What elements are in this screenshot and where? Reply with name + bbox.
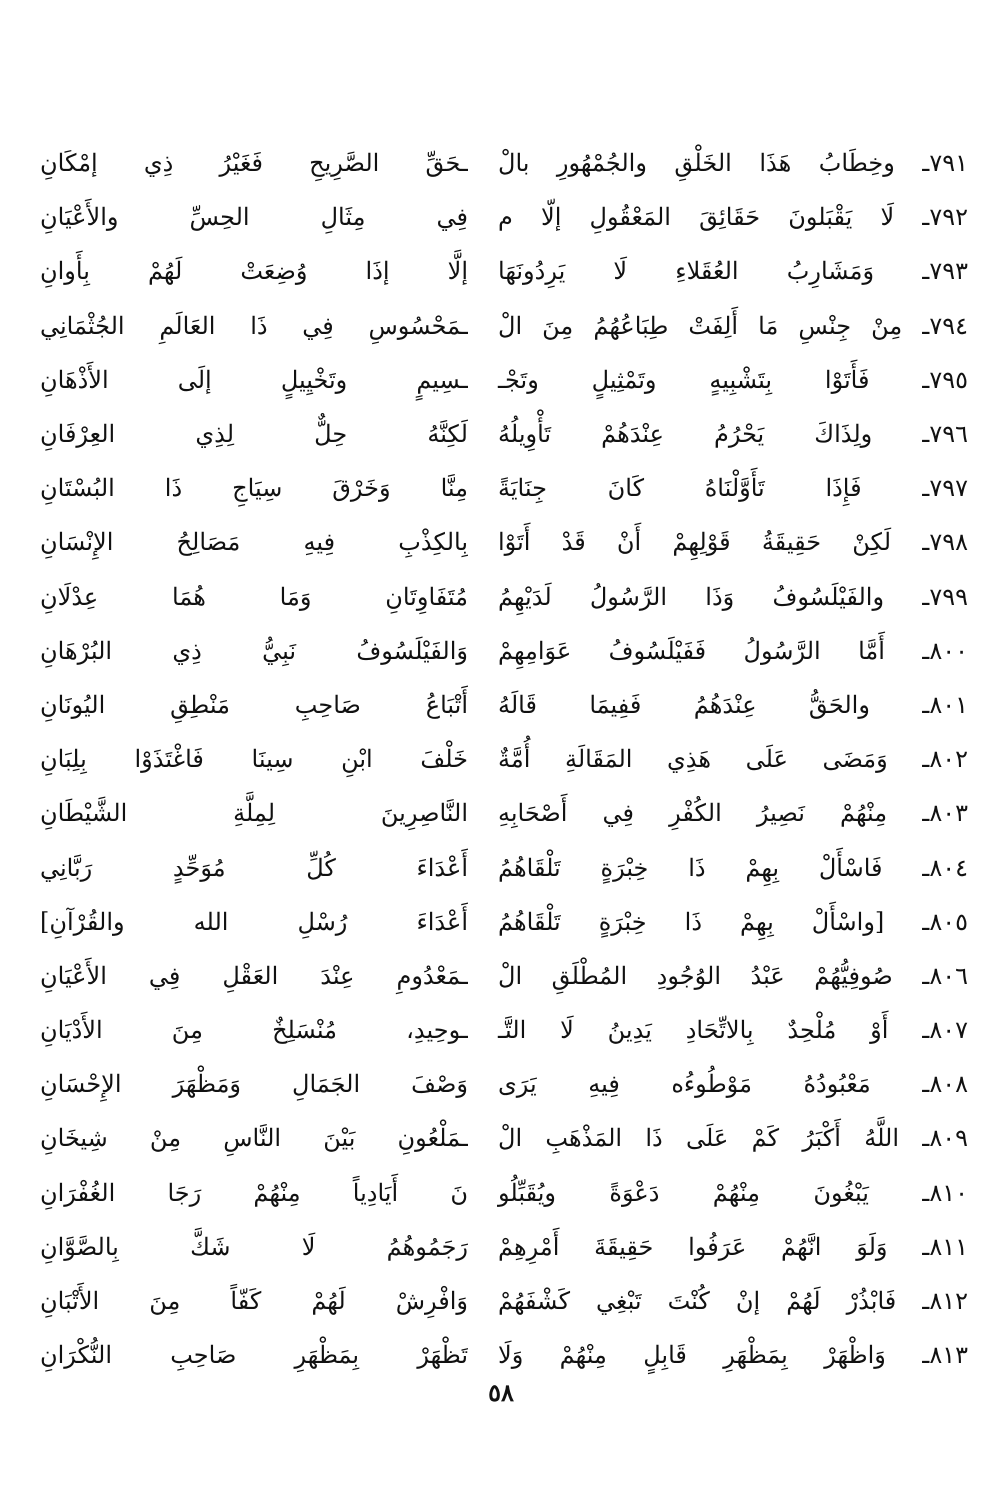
verse-second-hemistich: ـحَقِّ الصَّرِيحِ فَغَيْرُ ذِي إمْكَانِ [40,149,468,178]
verse-second-hemistich: ـمَعْدُومِ عِنْدَ العَقْلِ فِي الأَعْيَانِ [40,961,468,990]
verse-second-hemistich: رَجَمُوهُمُ لَا شَكَّ بِالصَّوَّانِ [40,1232,468,1261]
verse-second-hemistich: خَلْفَ ابْنِ سِينَا فَاغْتَذَوْا بِلِبَانِ [40,745,468,774]
verse-second-hemistich: وَافْرِشْ لَهُمْ كَفّاً مِنَ الأَتْبَانِ [40,1287,468,1316]
verse-first-hemistich: ٨١٢ـ فَابْذُرْ لَهُمْ إنْ كُنْتَ تَبْغِي كَشْفَهُمْ [498,1287,968,1316]
verse-first-hemistich: ٧٩٦ـ ولِذَاكَ يَحْرُمُ عِنْدَهُمْ تَأْوِيلُهُ [498,420,968,449]
verse-second-hemistich: إلَّا إذَا وُضِعَتْ لَهُمْ بِأَوانِ [40,257,468,286]
verse-first-hemistich: ٨٠٥ـ [واسْأَلْ بِهِمْ ذَا خِبْرَةٍ تَلْقَاهُمُ [498,907,968,936]
verse-line [40,895,968,949]
verse-line [40,1111,968,1165]
verse-first-hemistich: ٨١٣ـ وَاظْهَرْ بِمَظْهَرِ قَابِلٍ مِنْهُمْ وَلَا [498,1341,968,1370]
verse-first-hemistich: ٨٠٨ـ مَعْبُودُهُ مَوْطُوءُه فِيهِ يَرَى [498,1070,968,1099]
verse-first-hemistich: ٨٠٢ـ وَمَضَى عَلَى هَذِي المَقَالَةِ أُمَّةٌ [498,745,968,774]
verse-line [40,624,968,678]
verse-first-hemistich: ٨١١ـ وَلَوَ انَّهُمْ عَرَفُوا حَقِيقَةَ أَمْرِهِمْ [498,1232,968,1261]
verse-first-hemistich: ٧٩٣ـ وَمَشَارِبُ العُقَلاءِ لَا يَرِدُونَهَا [498,257,968,286]
verse-first-hemistich: ٨٠١ـ والحَقُّ عِنْدَهُمُ فَفِيمَا قَالَهُ [498,690,968,719]
verse-second-hemistich: تَظْهَرْ بِمَظْهَرِ صَاحِبِ النُّكْرَانِ [40,1341,468,1370]
verse-second-hemistich: ـسِيمٍ وتَخْيِيلٍ إلَى الأَذْهَانِ [40,365,468,394]
verse-line [40,949,968,1003]
verse-second-hemistich: ـمَحْسُوسِ فِي ذَا العَالَمِ الجُثْمَانِي [40,311,468,340]
verse-second-hemistich: لَكِنَّهُ حِلٌّ لِذِي العِرْفَانِ [40,420,468,449]
verse-first-hemistich: ٨٠٣ـ مِنْهُمْ نَصِيرُ الكُفْرِ فِي أَصْحَابِهِ [498,799,968,828]
verse-second-hemistich: ـوحِيدِ، مُنْسَلِخٌ مِنَ الأَدْيَانِ [40,1016,468,1045]
verse-first-hemistich: ٨٠٦ـ صُوفِيُّهُمْ عَبْدُ الوُجُودِ المُطْلَقِ الْ [498,961,968,990]
verse-second-hemistich: أَتْبَاعُ صَاحِبِ مَنْطِقِ اليُونَانِ [40,690,468,719]
verse-first-hemistich: ٨١٠ـ يَبْغُونَ مِنْهُمْ دَعْوَةً ويُقَبِّلُو [498,1178,968,1207]
verse-line [40,515,968,569]
verse-first-hemistich: ٧٩١ـ وخِطَابُ هَذَا الخَلْقِ والجُمْهُورِ بالْ [498,149,968,178]
verse-line [40,678,968,732]
poem-verses [40,136,968,1382]
verse-second-hemistich: بِالكِذْبِ فِيهِ مَصَالِحُ الإِنْسَانِ [40,528,468,557]
verse-line [40,732,968,786]
verse-line [40,353,968,407]
verse-second-hemistich: وَالفَيْلَسُوفُ نَبِيُّ ذِي البُرْهَانِ [40,636,468,665]
verse-line [40,1057,968,1111]
verse-first-hemistich: ٧٩٤ـ مِنْ جِنْسِ مَا أَلِفَتْ طِبَاعُهُمُ مِنَ الْ [498,311,968,340]
verse-second-hemistich: فِي مِثَالِ الحِسِّ والأَعْيَانِ [40,203,468,232]
verse-first-hemistich: ٧٩٧ـ فَإِذَا تَأَوَّلْنَاهُ كَانَ جِنَايَةً [498,474,968,503]
verse-first-hemistich: ٧٩٨ـ لَكِنْ حَقِيقَةُ قَوْلِهِمْ أَنْ قَدْ أَتَوْا [498,528,968,557]
verse-line [40,190,968,244]
verse-second-hemistich: أَعْدَاءَ كُلِّ مُوَحِّدٍ رَبَّانِي [40,853,468,882]
verse-line [40,461,968,515]
page-number: ٥٨ [488,1378,514,1407]
verse-first-hemistich: ٨٠٠ـ أَمَّا الرَّسُولُ فَفَيْلَسُوفُ عَوَامِهِمْ [498,636,968,665]
verse-line [40,840,968,894]
verse-line [40,299,968,353]
verse-first-hemistich: ٧٩٩ـ والفَيْلَسُوفُ وَذَا الرَّسُولُ لَدَيْهِمُ [498,582,968,611]
verse-line [40,244,968,298]
verse-second-hemistich: النَّاصِرِينَ لِمِلَّةِ الشَّيْطَانِ [40,799,468,828]
verse-second-hemistich: وَصْفَ الجَمَالِ وَمَظْهَرَ الإِحْسَانِ [40,1070,468,1099]
verse-line [40,786,968,840]
verse-line [40,570,968,624]
verse-line [40,407,968,461]
verse-first-hemistich: ٨٠٧ـ أَوْ مُلْحِدٌ بِالاتِّحَادِ يَدِينُ لَا التَّـ [498,1016,968,1045]
verse-first-hemistich: ٧٩٥ـ فَأَتَوْا بِتَشْبِيهٍ وتَمْثِيلٍ وتَجْـ [498,365,968,394]
verse-first-hemistich: ٨٠٤ـ فَاسْأَلْ بِهِمْ ذَا خِبْرَةٍ تَلْقَاهُمُ [498,853,968,882]
verse-line [40,1220,968,1274]
verse-line [40,136,968,190]
verse-line [40,1166,968,1220]
verse-line [40,1003,968,1057]
verse-second-hemistich: ـمَلْعُونِ بَيْنَ النَّاسِ مِنْ شِيخَانِ [40,1124,468,1153]
verse-first-hemistich: ٨٠٩ـ اللَّهُ أَكْبَرُ كَمْ عَلَى ذَا المَذْهَبِ الْ [498,1124,968,1153]
verse-second-hemistich: أَعْدَاءَ رُسْلِ الله والقُرْآنِ] [40,907,468,936]
verse-first-hemistich: ٧٩٢ـ لَا يَقْبَلونَ حَقَائِقَ المَعْقُولِ إلّا م [498,203,968,232]
verse-line [40,1328,968,1382]
verse-line [40,1274,968,1328]
verse-second-hemistich: نَ أَيَادِياً مِنْهُمْ رَجَا الغُفْرَانِ [40,1178,468,1207]
verse-second-hemistich: مُتَفَاوِتَانِ وَمَا هُمَا عِدْلَانِ [40,582,468,611]
verse-second-hemistich: مِنَّا وَخَرْقَ سِيَاجِ ذَا البُسْتَانِ [40,474,468,503]
